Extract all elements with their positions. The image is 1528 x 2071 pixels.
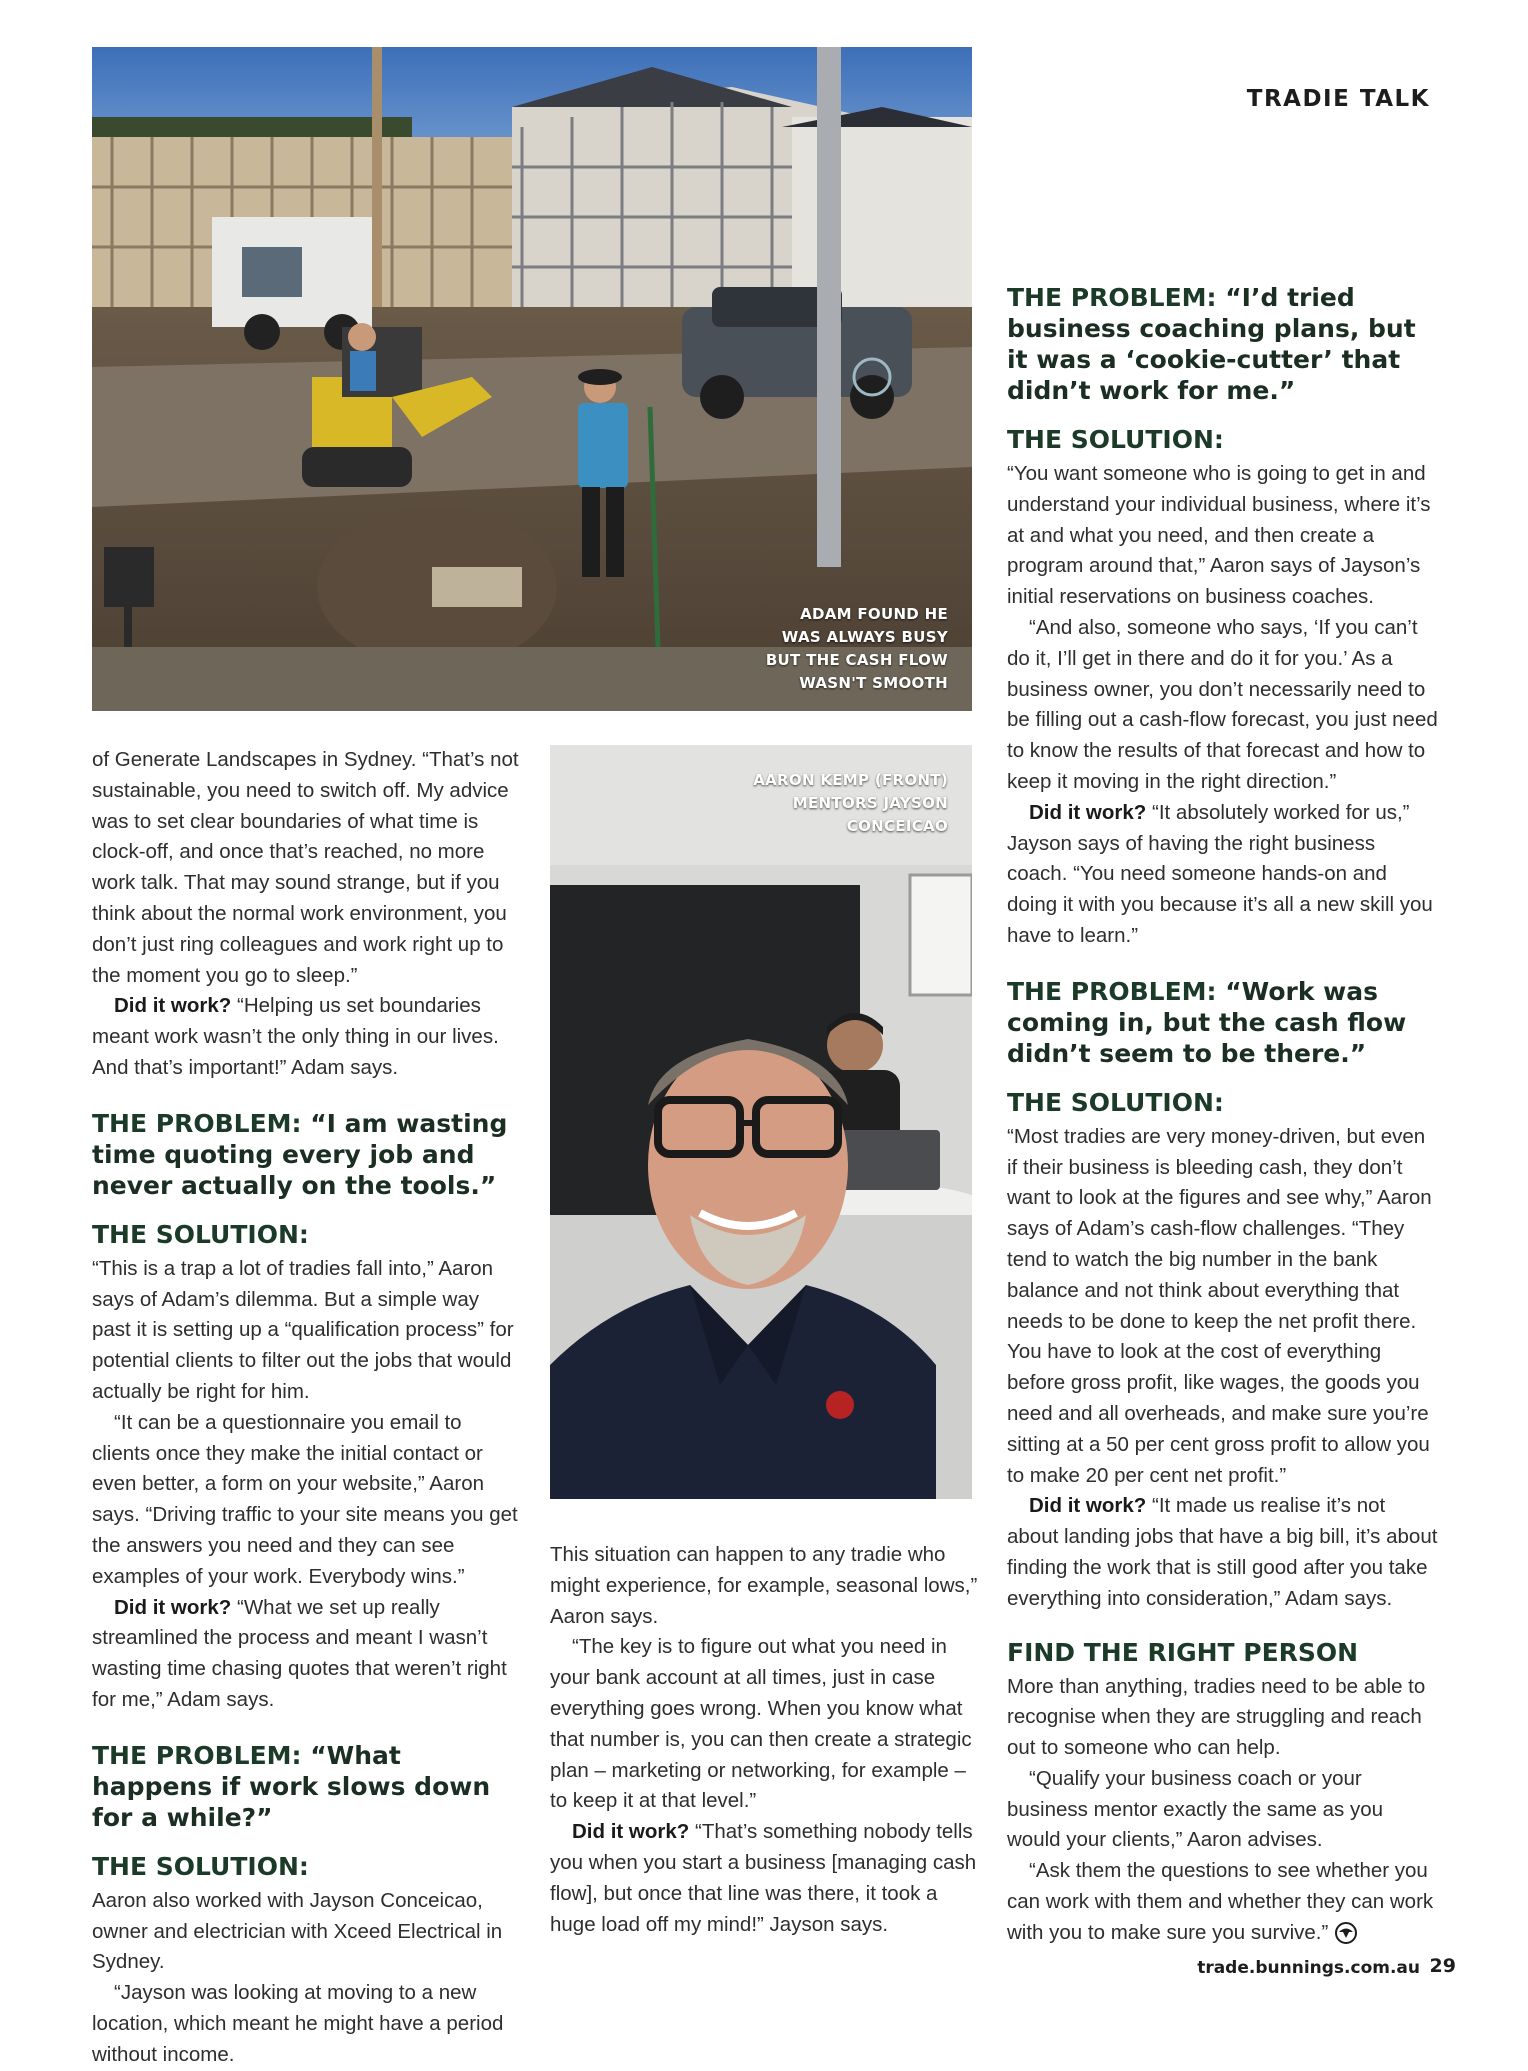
did-it-work-label: Did it work? xyxy=(114,994,232,1018)
office-portrait-photo xyxy=(550,745,972,1499)
problem-label: THE PROBLEM: xyxy=(1007,976,1217,1006)
column-left xyxy=(92,745,522,2071)
problem-heading xyxy=(92,1108,522,1201)
site-photo-caption: ADAM FOUND HE WAS ALWAYS BUSY BUT THE CASH FLOW WASN'T SMOOTH xyxy=(765,605,948,692)
did-it-work-label: Did it work? xyxy=(1029,1494,1147,1518)
paragraph: “Jayson was looking at moving to a new location, which meant he might have a period without income. xyxy=(92,1981,504,2066)
paragraph xyxy=(92,1593,522,1716)
paragraph-text: “It absolutely worked for us,” Jayson says of having the right business coach. “You need someone hands-on and doing it with you because it’s all a new skill you have to learn.” xyxy=(1007,800,1433,947)
office-photo-caption: AARON KEMP (FRONT) MENTORS JAYSON CONCEICAO xyxy=(753,771,948,835)
paragraph: “It can be a questionnaire you email to clients once they make the initial contact or even better, a form on your website,” Aaron says. “Driving traffic to your site means you get the answers you need and they can see examples of your work. Everybody wins.” xyxy=(92,1410,518,1588)
column-middle xyxy=(550,1540,980,1940)
problem-label: THE PROBLEM: xyxy=(1007,283,1217,312)
paragraph-text: “It made us realise it’s not about landing jobs that have a big bill, it’s about finding the work that is still good after you take everything into consideration,” Adam says. xyxy=(1007,1494,1438,1610)
paragraph: “Most tradies are very money-driven, but even if their business is bleeding cash, they don’t want to look at the figures and see why,” Aaron says of Adam’s cash-flow challenges. “They tend to watch the big number in the bank balance and not think about everything that needs to be done to keep the net profit there. You have to look at the cost of everything before gross profit, like wages, the goods you need and all overheads, and make sure you’re sitting at a 50 per cent gross profit to allow you to make 20 per cent net profit.” xyxy=(1007,1124,1432,1487)
solution-heading: THE SOLUTION: xyxy=(92,1851,309,1881)
paragraph-text: “Ask them the questions to see whether you can work with them and whether they can work with you to make sure you survive.” xyxy=(1007,1859,1434,1944)
problem-label: THE PROBLEM: xyxy=(92,1108,302,1138)
paragraph: “The key is to figure out what you need in your bank account at all times, just in case everything goes wrong. When you know what that number is, you can then create a strategic plan – marketing or networking, for example – to keep it at that level.” xyxy=(550,1635,972,1813)
paragraph: “And also, someone who says, ‘If you can’t do it, I’ll get in there and do it for you.’ As a business owner, you don’t necessarily need to be filling out a cash-flow forecast, you just need to know the results of that forecast and how to keep it moving in the right direction.” xyxy=(1007,615,1438,793)
paragraph-text: “That’s something nobody tells you when you start a business [managing cash flow], but once that line was there, it took a huge load off my mind!” Jayson says. xyxy=(550,1820,977,1936)
paragraph: Aaron also worked with Jayson Conceicao, owner and electrician with Xceed Electrical in Sydney. xyxy=(92,1888,503,1974)
problem-quote: “I’d tried business coaching plans, but it was a ‘cookie-cutter’ that didn’t work for me.” xyxy=(1007,283,1416,405)
solution-heading: THE SOLUTION: xyxy=(1007,1087,1224,1117)
paragraph: “This is a trap a lot of tradies fall into,” Aaron says of Adam’s dilemma. But a simple way past it is setting up a “qualification process” for potential clients to filter out the jobs that would actually be right for him. xyxy=(92,1256,514,1403)
paragraph-text: “Helping us set boundaries meant work wasn’t the only thing in our lives. And that’s important!” Adam says. xyxy=(92,994,499,1079)
construction-site-photo xyxy=(92,47,972,711)
paragraph: “You want someone who is going to get in and understand your individual business, where it’s at and what you need, and then create a program around that,” Aaron says of Jayson’s initial reservations on business coaches. xyxy=(1007,462,1431,609)
problem-heading xyxy=(1007,976,1439,1069)
paragraph xyxy=(1007,1491,1439,1614)
office-portrait-illustration xyxy=(550,745,972,1499)
find-right-person-heading: FIND THE RIGHT PERSON xyxy=(1007,1637,1359,1667)
paragraph: of Generate Landscapes in Sydney. “That’s not sustainable, you need to switch off. My advice was to set clear boundaries of what time is clock-off, and once that’s reached, no more work talk. That may sound strange, but if you think about the normal work environment, you don’t just ring colleagues and work right up to the moment you go to sleep.” xyxy=(92,748,519,987)
problem-quote: “Work was coming in, but the cash flow didn’t seem to be there.” xyxy=(1007,976,1407,1068)
problem-quote: “I am wasting time quoting every job and never actually on the tools.” xyxy=(92,1108,508,1200)
footer-url: trade.bunnings.com.au xyxy=(1197,1958,1420,1978)
page-number: 29 xyxy=(1429,1955,1456,1977)
solution-heading: THE SOLUTION: xyxy=(1007,425,1224,454)
paragraph: This situation can happen to any tradie who might experience, for example, seasonal lows,” Aaron says. xyxy=(550,1543,978,1628)
solution-heading: THE SOLUTION: xyxy=(92,1219,309,1249)
problem-quote: “What happens if work slows down for a while?” xyxy=(92,1740,491,1832)
paragraph xyxy=(1007,1856,1439,1948)
section-tag: TRADIE TALK xyxy=(1246,86,1430,112)
problem-heading xyxy=(92,1740,522,1833)
did-it-work-label: Did it work? xyxy=(572,1820,690,1844)
paragraph: More than anything, tradies need to be able to recognise when they are struggling and reach out to someone who can help. xyxy=(1007,1674,1426,1760)
column-right xyxy=(1007,260,1439,1949)
end-mark-icon xyxy=(1334,1921,1358,1945)
problem-heading xyxy=(1007,282,1439,406)
paragraph xyxy=(92,991,522,1083)
paragraph xyxy=(550,1817,980,1940)
problem-label: THE PROBLEM: xyxy=(92,1740,302,1770)
paragraph xyxy=(1007,798,1439,952)
paragraph-text: “What we set up really streamlined the process and meant I wasn’t wasting time chasing quotes that weren’t right for me,” Adam says. xyxy=(92,1595,507,1711)
did-it-work-label: Did it work? xyxy=(114,1595,232,1619)
paragraph: “Qualify your business coach or your business mentor exactly the same as you would your clients,” Aaron advises. xyxy=(1007,1766,1384,1852)
did-it-work-label: Did it work? xyxy=(1029,800,1147,824)
